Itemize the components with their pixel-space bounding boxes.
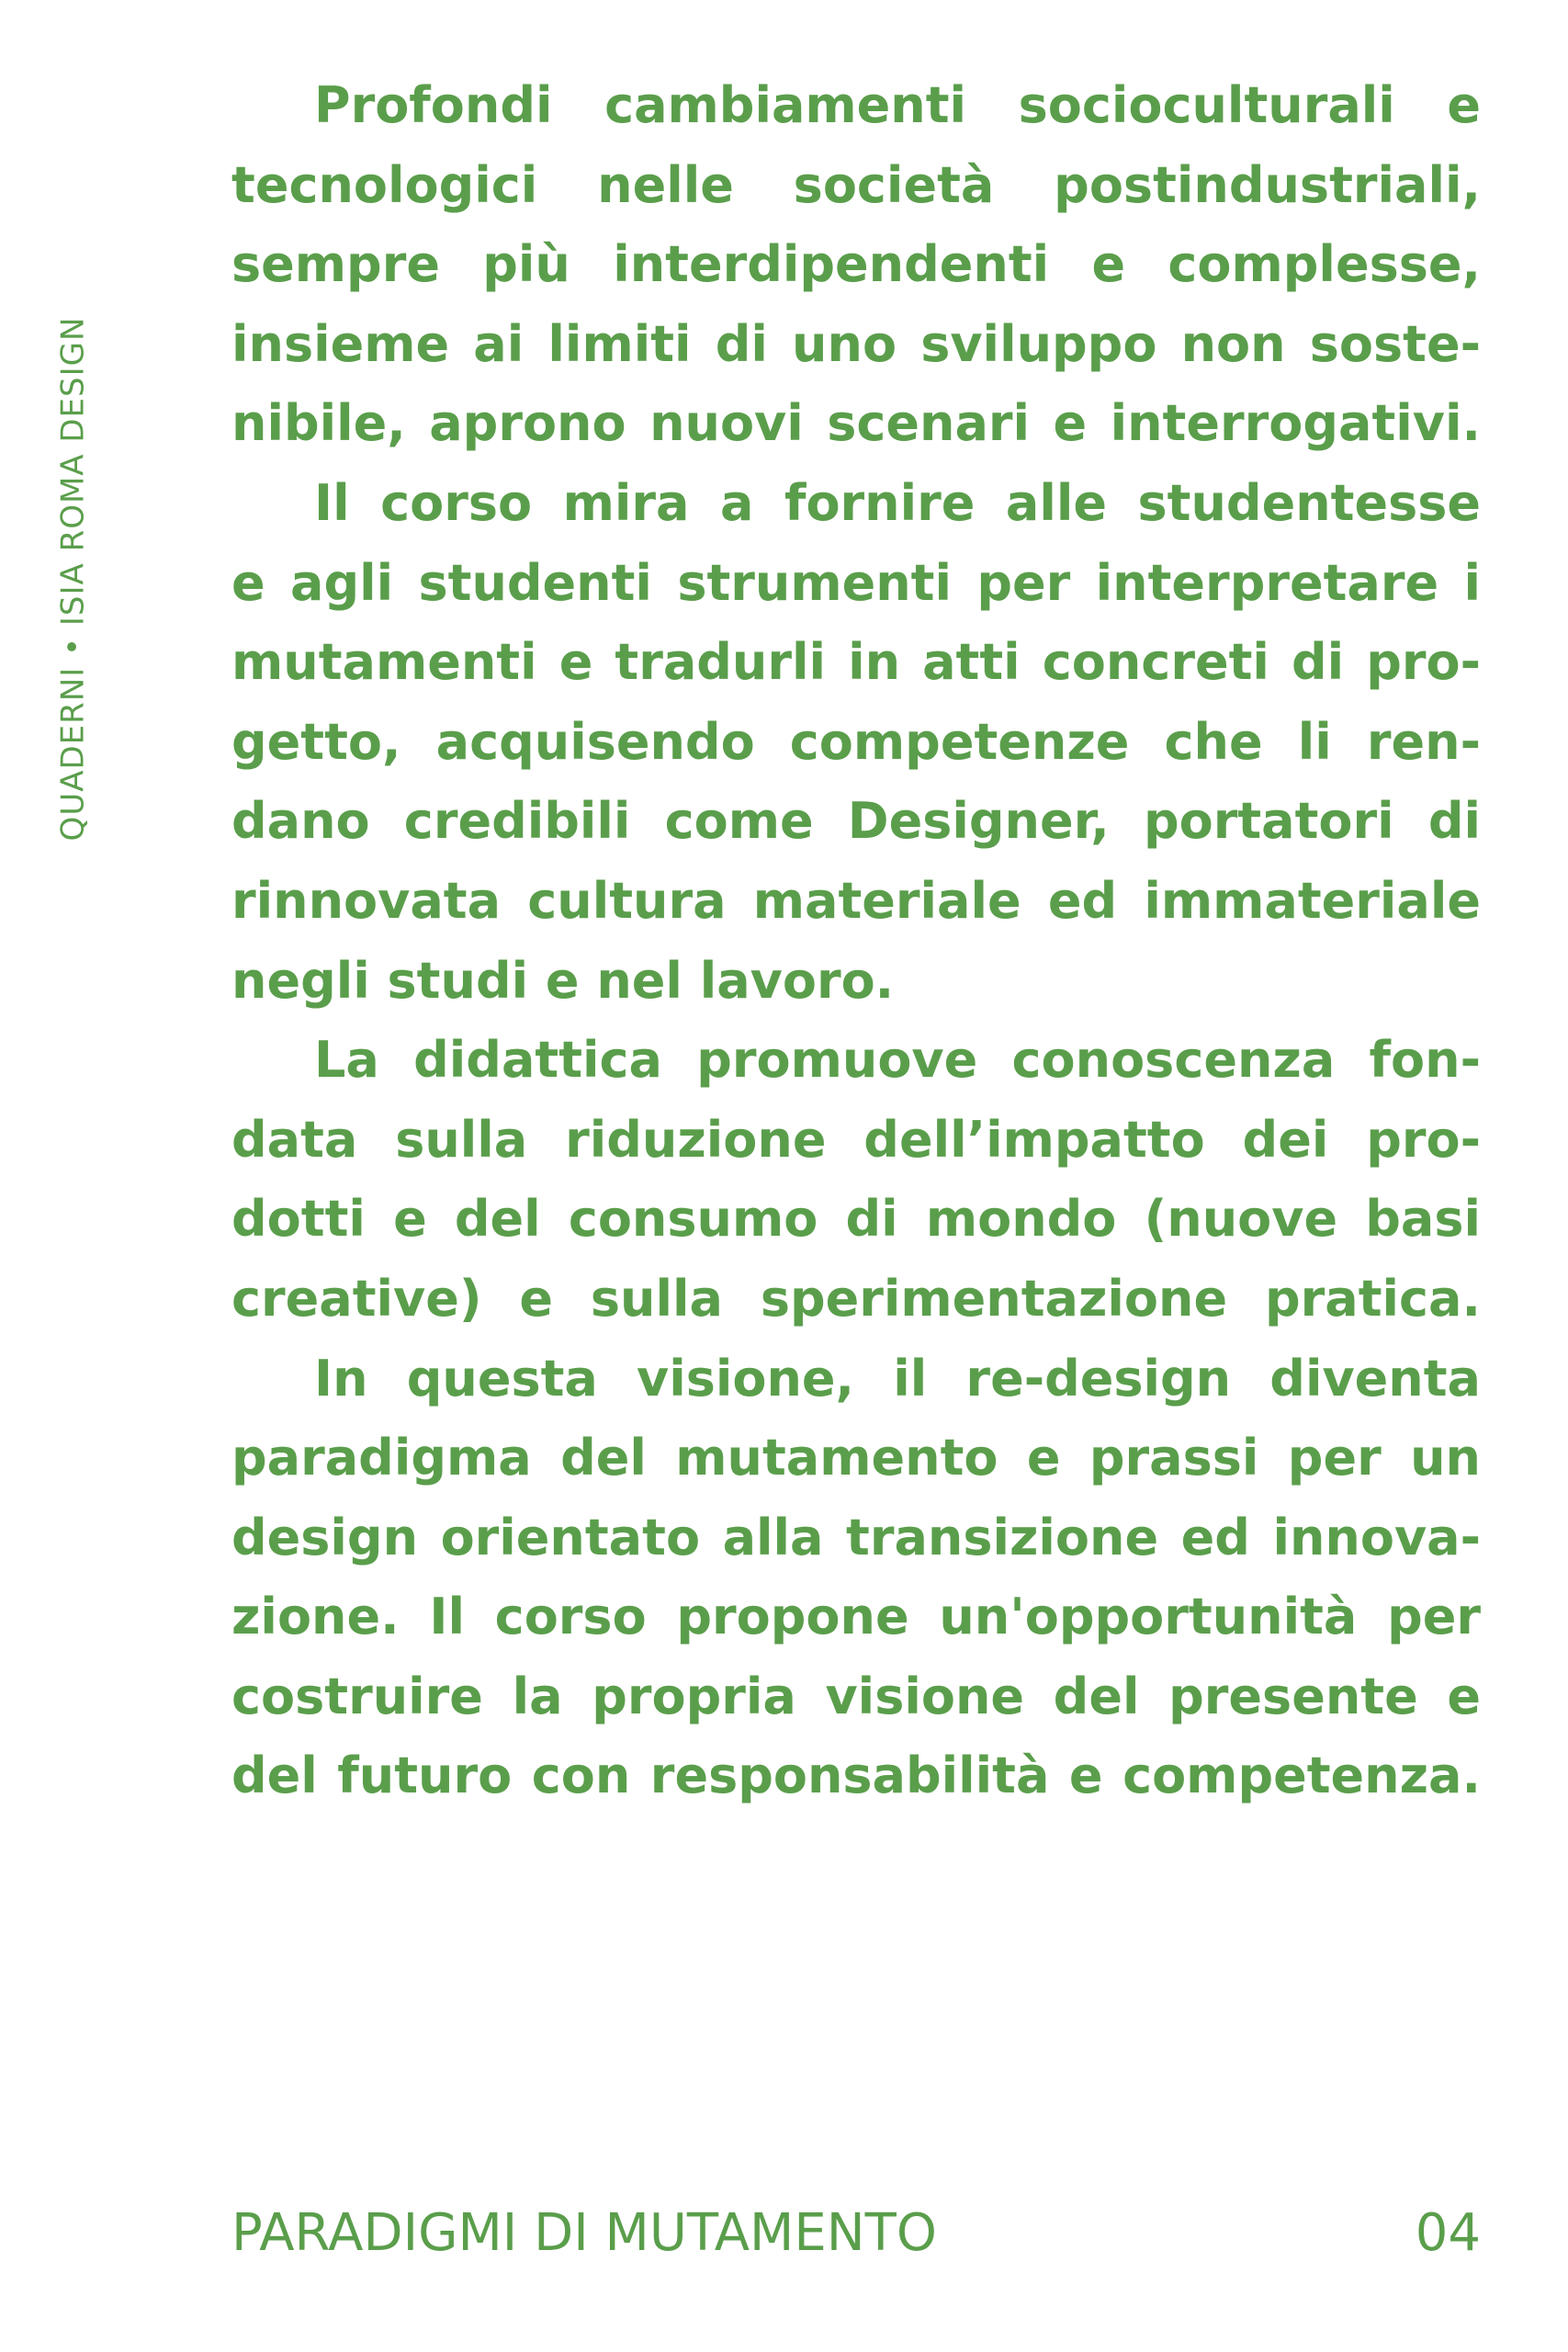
side-label xyxy=(29,266,117,891)
paragraph-4 xyxy=(231,1340,1481,1817)
text-line: sempre più interdipendenti e complesse, xyxy=(231,235,1481,294)
text-line: In questa visione, il re-design diventa xyxy=(314,1349,1481,1408)
side-label-text: QUADERNI • ISIA ROMA DESIGN xyxy=(54,316,92,842)
text-line: tecnologici nelle società postindustriali, xyxy=(231,155,1481,214)
text-line: dotti e del consumo di mondo (nuove basi xyxy=(231,1190,1481,1249)
text-line: e agli studenti strumenti per interpretare i xyxy=(231,553,1481,612)
text-line: insieme ai limiti di uno sviluppo non soste- xyxy=(231,314,1481,373)
paragraph-2 xyxy=(231,464,1481,1021)
text-line: data sulla riduzione dell’impatto dei pro- xyxy=(231,1110,1481,1169)
text-line: nibile, aprono nuovi scenari e interrogativi. xyxy=(231,394,1481,453)
text-line: design orientato alla transizione ed innova- xyxy=(231,1508,1481,1566)
text-line: La didattica promuove conoscenza fon- xyxy=(314,1031,1481,1090)
footer-title: PARADIGMI DI MUTAMENTO xyxy=(231,2203,937,2263)
text-line: getto, acquisendo competenze che li ren- xyxy=(231,712,1481,771)
text-line: zione. Il corso propone un'opportunità per xyxy=(231,1588,1481,1646)
paragraph-3 xyxy=(231,1021,1481,1339)
text-line: paradigma del mutamento e prassi per un xyxy=(231,1429,1481,1487)
text-line: Profondi cambiamenti socioculturali e xyxy=(314,76,1481,134)
text-line: rinnovata cultura materiale ed immateriale xyxy=(231,871,1481,930)
page-number: 04 xyxy=(1415,2203,1481,2263)
text-line: mutamenti e tradurli in atti concreti di pro- xyxy=(231,633,1481,692)
body-text xyxy=(231,66,1481,1816)
text-line: negli studi e nel lavoro. xyxy=(231,951,895,1010)
paragraph-1 xyxy=(231,66,1481,464)
text-line: dano credibili come Designer, portatori di xyxy=(231,792,1481,851)
text-line: del futuro con responsabilità e competenza. xyxy=(231,1747,1481,1805)
text-line: costruire la propria visione del presente e xyxy=(231,1667,1481,1725)
text-line: creative) e sulla sperimentazione pratica. xyxy=(231,1269,1481,1328)
text-line: Il corso mira a fornire alle studentesse xyxy=(314,473,1481,532)
